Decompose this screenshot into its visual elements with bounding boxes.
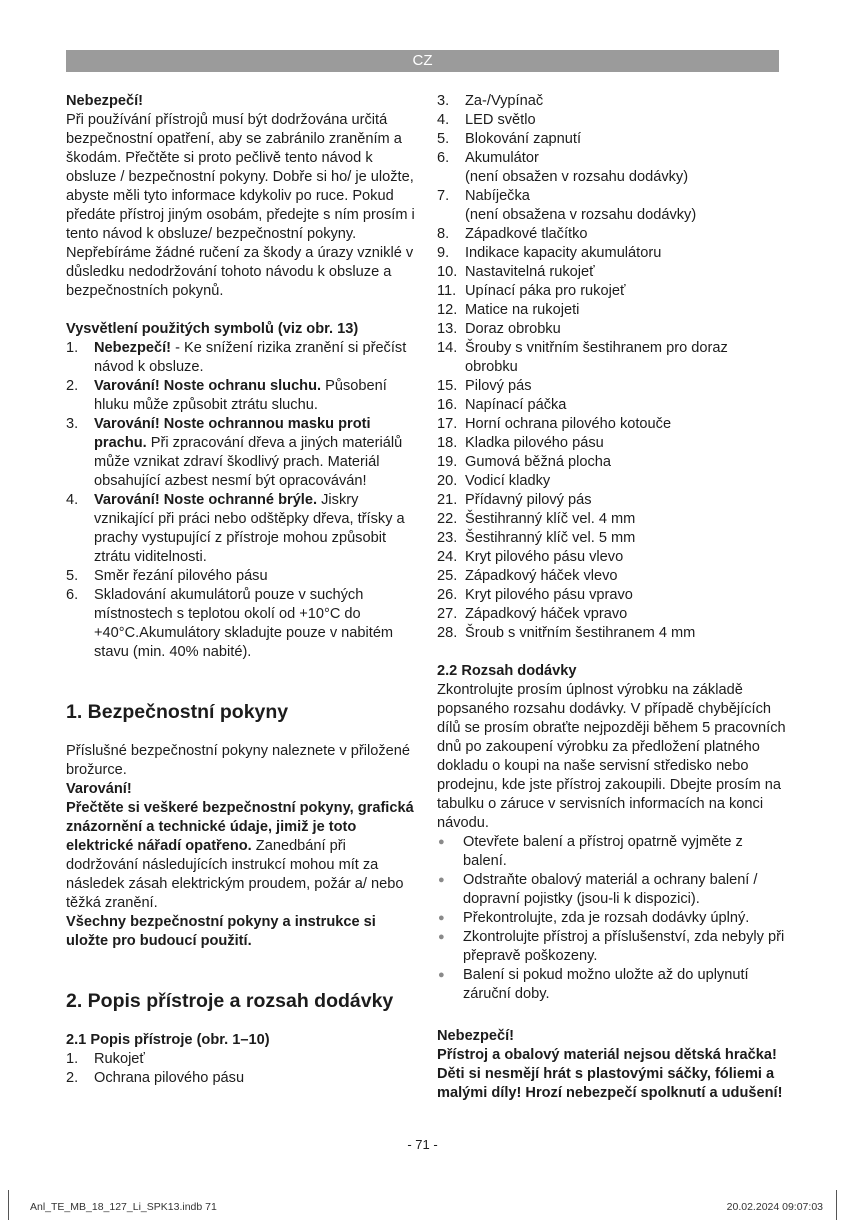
part-item xyxy=(437,624,787,643)
symbol-text: Jiskry vznikající při práci nebo odštěpky dřeva, třísky a prachy vystupující z přístroje mohou způsobit ztrátu viditelnosti. xyxy=(94,492,405,565)
part-item xyxy=(437,301,787,320)
section-2-2-text: Zkontrolujte prosím úplnost výrobku na základě popsaného rozsahu dodávky. V případě chybějících dílů se prosím obraťte nejpozději během 5 pracovních dnů po zakoupení výrobku za předložení platného dokladu o koupi na naše servisní středisko nebo prodejnu, kde jste přístroj zakoupili. Dbejte prosím na tabulku o záruce v servisních informacích na konci návodu. xyxy=(437,682,786,831)
part-num: 21. xyxy=(437,492,458,508)
part-item xyxy=(437,491,787,510)
symbol-bold: Varování! Noste ochrannou masku proti prachu. xyxy=(94,416,371,451)
part-label: Ochrana pilového pásu xyxy=(94,1070,245,1086)
part-label: Upínací páka pro rukojeť xyxy=(465,283,626,299)
part-label: Šestihranný klíč vel. 5 mm xyxy=(465,530,636,546)
section-1-warning-bold: Přečtěte si veškeré bezpečnostní pokyny, grafická znázornění a technické údaje, jimiž je toto elektrické nářadí opatřeno. xyxy=(66,800,414,854)
part-item xyxy=(437,206,787,225)
part-item xyxy=(437,453,787,472)
part-num: 22. xyxy=(437,511,458,527)
symbol-text: Směr řezání pilového pásu xyxy=(94,568,268,584)
part-num: 19. xyxy=(437,454,458,470)
symbol-text: Při zpracování dřeva a jiných materiálů může vznikat zdraví škodlivý prach. Materiál obsahující azbest nesmí být opracováván! xyxy=(94,435,403,489)
part-label: Doraz obrobku xyxy=(465,321,561,337)
page-number: - 71 - xyxy=(407,1137,438,1152)
part-item xyxy=(437,510,787,529)
bullet-text: Balení si pokud možno uložte až do uplynutí záruční doby. xyxy=(463,967,749,1002)
bullet-text: Zkontrolujte přístroj a příslušenství, zda nebyly při přepravě poškozeny. xyxy=(463,929,785,964)
bullet-icon: ● xyxy=(438,969,445,981)
part-label: Západkové tlačítko xyxy=(465,226,588,242)
symbols-heading: Vysvětlení použitých symbolů (viz obr. 13) xyxy=(66,321,359,337)
part-num: 8. xyxy=(437,226,450,242)
part-item xyxy=(437,339,787,358)
part-num: 1. xyxy=(66,1051,79,1067)
section-1-intro: Příslušné bezpečnostní pokyny naleznete v přiložené brožurce. xyxy=(66,743,410,778)
part-item xyxy=(437,244,787,263)
part-num: 7. xyxy=(437,188,450,204)
part-num: 10. xyxy=(437,264,458,280)
section-1-warning-rest: Zanedbání při dodržování následujících instrukcí mohou mít za následek zásah elektrickým proudem, požár a/ nebo těžká zranění. xyxy=(66,838,404,911)
part-item xyxy=(437,282,787,301)
part-label: Vodicí kladky xyxy=(465,473,551,489)
part-item xyxy=(437,111,787,130)
bullet-icon: ● xyxy=(438,836,445,848)
danger-text: Při používání přístrojů musí být dodržována určitá bezpečnostní opatření, aby se zabránilo zraněním a škodám. Přečtěte si proto pečlivě tento návod k obsluze / bezpečnostní pokyny. Dobře si ho/ je uložte, abyste měli tyto informace kdykoliv po ruce. Pokud předáte přístroj jiným osobám, předejte s ním prosím i tento návod k obsluze/ bezpečnostní pokyny. Nepřebíráme žádné ručení za škody a úrazy vzniklé v důsledku nedodržování tohoto návodu k obsluze a bezpečnostních pokynů. xyxy=(66,112,415,299)
part-num: 9. xyxy=(437,245,450,261)
part-item xyxy=(437,320,787,339)
language-code: CZ xyxy=(412,52,433,69)
part-num: 25. xyxy=(437,568,458,584)
symbol-num: 3. xyxy=(66,416,79,432)
parts-list xyxy=(437,92,787,643)
symbol-text: Působení hluku může způsobit ztrátu sluchu. xyxy=(94,378,387,413)
part-label: Kladka pilového pásu xyxy=(465,435,604,451)
section-1-keep-note: Všechny bezpečnostní pokyny a instrukce si uložte pro budoucí použití. xyxy=(66,914,376,949)
part-num: 11. xyxy=(437,283,457,299)
part-num xyxy=(437,168,465,187)
part-num: 12. xyxy=(437,302,458,318)
part-num xyxy=(437,206,465,225)
part-item xyxy=(437,567,787,586)
crop-mark-right xyxy=(836,1190,837,1220)
part-item xyxy=(437,187,787,206)
part-num xyxy=(437,358,465,377)
bullet-text: Odstraňte obalový materiál a ochrany balení / dopravní pojistky (jsou-li k dispozici). xyxy=(463,872,758,907)
bullet-text: Překontrolujte, zda je rozsah dodávky úplný. xyxy=(463,910,750,926)
part-num: 28. xyxy=(437,625,458,641)
part-label: Blokování zapnutí xyxy=(465,131,582,147)
symbol-text: Skladování akumulátorů pouze v suchých místnostech s teplotou okolí od +10°C do +40°C.Akumulátory skladujte pouze v nabitém stavu (min. 40% nabité). xyxy=(94,587,394,660)
danger-heading: Nebezpečí! xyxy=(66,93,144,109)
part-label: Matice na rukojeti xyxy=(465,302,580,318)
part-num: 15. xyxy=(437,378,458,394)
part-label: Napínací páčka xyxy=(465,397,567,413)
part-num: 24. xyxy=(437,549,458,565)
part-item xyxy=(437,225,787,244)
crop-mark-left xyxy=(8,1190,9,1220)
part-num: 3. xyxy=(437,93,450,109)
symbol-item xyxy=(66,567,422,586)
part-label: Přídavný pilový pás xyxy=(465,492,592,508)
part-item xyxy=(437,130,787,149)
part-label: Za-/Vypínač xyxy=(465,93,544,109)
danger-text-2: Přístroj a obalový materiál nejsou dětská hračka! Děti si nesmějí hrát s plastovými sáčky, fóliemi a malými díly! Hrozí nebezpečí spolknutí a udušení! xyxy=(437,1047,783,1101)
part-num: 18. xyxy=(437,435,458,451)
symbol-item xyxy=(66,491,422,567)
part-num: 14. xyxy=(437,340,458,356)
part-item xyxy=(437,586,787,605)
part-item xyxy=(437,263,787,282)
part-num: 27. xyxy=(437,606,458,622)
danger-heading-2: Nebezpečí! xyxy=(437,1028,515,1044)
part-label: Západkový háček vlevo xyxy=(465,568,618,584)
part-item xyxy=(66,1069,422,1088)
part-item xyxy=(66,1050,422,1069)
part-label: Šrouby s vnitřním šestihranem pro doraz xyxy=(465,340,728,356)
language-header-band xyxy=(66,50,779,72)
footer-datetime: 20.02.2024 09:07:03 xyxy=(726,1201,823,1213)
symbol-item xyxy=(66,586,422,662)
symbol-item xyxy=(66,339,422,377)
symbol-text: - Ke snížení rizika zranění si přečíst návod k obsluze. xyxy=(94,340,407,375)
part-num: 16. xyxy=(437,397,458,413)
symbol-bold: Varování! Noste ochranu sluchu. xyxy=(94,378,322,394)
part-label: Gumová běžná plocha xyxy=(465,454,612,470)
part-label: Indikace kapacity akumulátoru xyxy=(465,245,662,261)
part-label: Akumulátor xyxy=(465,150,539,166)
left-column xyxy=(66,92,422,1088)
symbol-num: 2. xyxy=(66,378,79,394)
bullet-icon: ● xyxy=(438,912,445,924)
part-label: Horní ochrana pilového kotouče xyxy=(465,416,672,432)
symbol-num: 1. xyxy=(66,340,79,356)
part-item xyxy=(437,149,787,168)
bullet-item xyxy=(437,909,787,928)
bullet-item xyxy=(437,966,787,1004)
part-num: 20. xyxy=(437,473,458,489)
part-label: Západkový háček vpravo xyxy=(465,606,628,622)
part-num: 17. xyxy=(437,416,458,432)
bullet-list xyxy=(437,833,787,1004)
part-item xyxy=(437,548,787,567)
bullet-text: Otevřete balení a přístroj opatrně vyjměte z balení. xyxy=(463,834,743,869)
symbol-item xyxy=(66,415,422,491)
part-label: (není obsažen v rozsahu dodávky) xyxy=(465,169,689,185)
part-item xyxy=(437,377,787,396)
section-2-1-title: 2.1 Popis přístroje (obr. 1–10) xyxy=(66,1032,270,1048)
section-1-warning-text xyxy=(66,799,422,913)
symbol-num: 5. xyxy=(66,568,79,584)
part-item xyxy=(437,472,787,491)
part-label: Nastavitelná rukojeť xyxy=(465,264,595,280)
bullet-icon: ● xyxy=(438,931,445,943)
part-item xyxy=(437,605,787,624)
part-label: Rukojeť xyxy=(94,1051,145,1067)
part-label: Kryt pilového pásu vpravo xyxy=(465,587,633,603)
section-1-warning-heading: Varování! xyxy=(66,781,132,797)
bullet-icon: ● xyxy=(438,874,445,886)
part-num: 4. xyxy=(437,112,450,128)
part-num: 26. xyxy=(437,587,458,603)
section-2-2-title: 2.2 Rozsah dodávky xyxy=(437,663,577,679)
part-label: Pilový pás xyxy=(465,378,532,394)
symbols-list xyxy=(66,339,422,662)
symbol-bold: Nebezpečí! xyxy=(94,340,172,356)
part-item xyxy=(437,168,787,187)
part-num: 23. xyxy=(437,530,458,546)
right-column xyxy=(437,92,787,1103)
section-2-title: 2. Popis přístroje a rozsah dodávky xyxy=(66,990,394,1012)
part-item xyxy=(437,529,787,548)
symbol-num: 4. xyxy=(66,492,79,508)
part-label: (není obsažena v rozsahu dodávky) xyxy=(465,207,697,223)
part-label: Kryt pilového pásu vlevo xyxy=(465,549,624,565)
footer-file: Anl_TE_MB_18_127_Li_SPK13.indb 71 xyxy=(30,1201,217,1213)
symbol-num: 6. xyxy=(66,587,79,603)
part-label: LED světlo xyxy=(465,112,536,128)
part-label: Šroub s vnitřním šestihranem 4 mm xyxy=(465,625,696,641)
part-item xyxy=(437,415,787,434)
part-num: 2. xyxy=(66,1070,79,1086)
section-1-title: 1. Bezpečnostní pokyny xyxy=(66,701,289,723)
part-item xyxy=(437,396,787,415)
symbol-bold: Varování! Noste ochranné brýle. xyxy=(94,492,318,508)
part-item xyxy=(437,434,787,453)
part-num: 13. xyxy=(437,321,458,337)
part-item xyxy=(437,358,787,377)
part-num: 5. xyxy=(437,131,450,147)
part-label: obrobku xyxy=(465,359,518,375)
bullet-item xyxy=(437,871,787,909)
bullet-item xyxy=(437,928,787,966)
symbol-item xyxy=(66,377,422,415)
bullet-item xyxy=(437,833,787,871)
part-label: Šestihranný klíč vel. 4 mm xyxy=(465,511,636,527)
part-num: 6. xyxy=(437,150,450,166)
part-item xyxy=(437,92,787,111)
part-label: Nabíječka xyxy=(465,188,530,204)
